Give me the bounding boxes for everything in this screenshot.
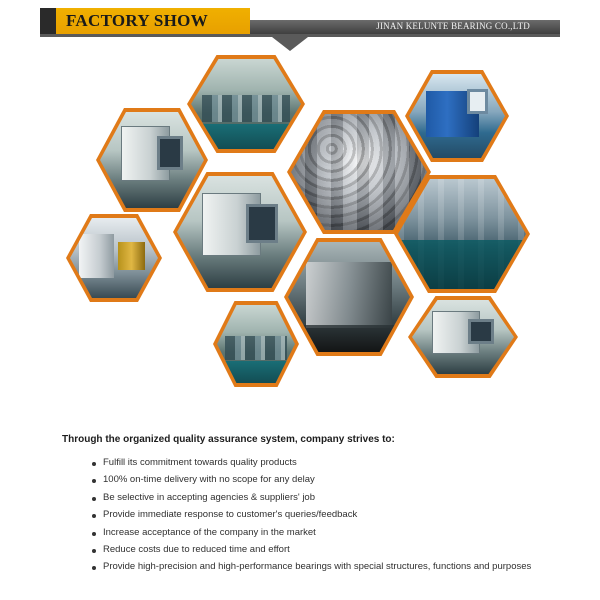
hex-photo-lathe-with-parts <box>66 214 162 302</box>
bullet-icon <box>92 549 96 553</box>
list-item <box>92 457 582 474</box>
bullet-icon <box>92 566 96 570</box>
list-item-text: Increase acceptance of the company in the market <box>103 526 316 538</box>
list-item <box>92 474 582 491</box>
list-item <box>92 492 582 509</box>
hex-photo-machine-area <box>284 238 414 356</box>
list-item-text: Provide immediate response to customer's queries/feedback <box>103 509 358 521</box>
hex-photo-factory-hall <box>394 175 530 293</box>
quality-goals-list <box>92 457 582 579</box>
header-company-bar <box>250 20 560 34</box>
list-item-text: Provide high-precision and high-performance bearings with special structures, functions and purposes <box>103 561 532 573</box>
bullet-icon <box>92 514 96 518</box>
header-title-bar <box>40 8 250 34</box>
hex-photo-blue-grinding-machine <box>405 70 509 162</box>
company-name: JINAN KELUNTE BEARING CO.,LTD <box>376 21 530 31</box>
section-header <box>40 8 560 38</box>
list-item-text: Reduce costs due to reduced time and effort <box>103 543 290 555</box>
list-item <box>92 527 582 544</box>
bullet-icon <box>92 532 96 536</box>
list-item <box>92 561 582 578</box>
list-item-text: 100% on-time delivery with no scope for any delay <box>103 474 315 486</box>
bullet-icon <box>92 479 96 483</box>
hex-photo-production-line <box>213 301 299 387</box>
list-item <box>92 509 582 526</box>
bullet-icon <box>92 497 96 501</box>
header-dark-tab <box>40 8 56 34</box>
bullet-icon <box>92 462 96 466</box>
list-item <box>92 544 582 561</box>
hex-photo-machining-center <box>408 296 518 378</box>
list-item-text: Be selective in accepting agencies & suppliers' job <box>103 491 315 503</box>
section-title: FACTORY SHOW <box>66 11 209 30</box>
quality-lead-text: Through the organized quality assurance system, company strives to: <box>62 434 395 445</box>
list-item-text: Fulfill its commitment towards quality products <box>103 457 297 468</box>
header-notch <box>272 37 308 51</box>
